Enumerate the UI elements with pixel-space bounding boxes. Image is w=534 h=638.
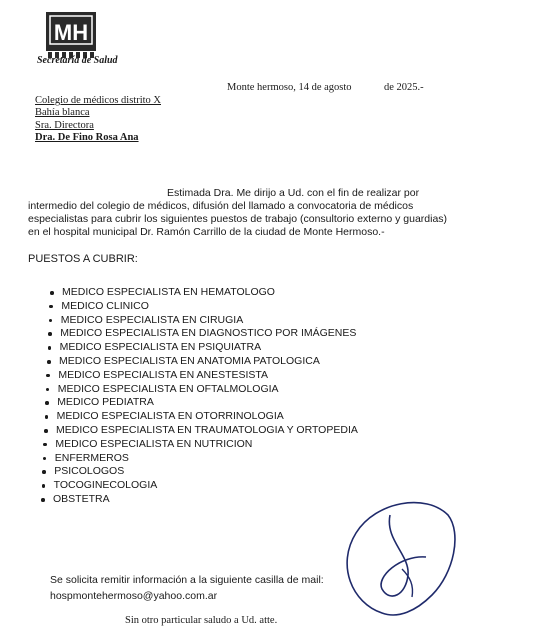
bullet-icon bbox=[49, 305, 53, 309]
position-item bbox=[61, 300, 149, 312]
body-line: intermedio del colegio de médicos, difusión del llamado a convocatoria de médicos bbox=[28, 200, 414, 212]
addressee-line: Dra. De Fino Rosa Ana bbox=[35, 132, 139, 143]
bullet-icon bbox=[42, 484, 46, 488]
bullet-icon bbox=[45, 401, 49, 405]
bullet-icon bbox=[43, 443, 47, 447]
position-label: TOCOGINECOLOGIA bbox=[53, 479, 158, 492]
bullet-icon bbox=[49, 319, 53, 323]
position-item bbox=[57, 396, 154, 408]
handwritten-signature bbox=[330, 485, 460, 625]
mail-address: hospmontehermoso@yahoo.com.ar bbox=[50, 590, 218, 602]
position-item bbox=[55, 438, 252, 450]
date-year: de 2025.- bbox=[384, 82, 424, 93]
bullet-icon bbox=[45, 415, 49, 419]
position-label: OBSTETRA bbox=[53, 493, 110, 505]
position-item bbox=[58, 383, 279, 395]
bullet-icon bbox=[43, 457, 47, 461]
position-item bbox=[62, 286, 275, 298]
position-label: MEDICO ESPECIALISTA EN ANATOMIA PATOLOGICA bbox=[59, 355, 320, 367]
addressee-line: Colegio de médicos distrito X bbox=[35, 95, 161, 106]
position-label: PSICOLOGOS bbox=[54, 465, 125, 478]
position-item bbox=[55, 452, 129, 464]
position-label: MEDICO ESPECIALISTA EN NUTRICION bbox=[55, 437, 253, 450]
logo-text: MH bbox=[53, 20, 89, 45]
bullet-icon bbox=[41, 498, 45, 502]
mail-request-text: Se solicita remitir información a la siguiente casilla de mail: bbox=[50, 574, 324, 586]
positions-heading: PUESTOS A CUBRIR: bbox=[28, 253, 138, 265]
position-label: MEDICO ESPECIALISTA EN OFTALMOLOGIA bbox=[57, 382, 279, 395]
position-label: MEDICO ESPECIALISTA EN HEMATOLOGO bbox=[62, 286, 275, 298]
position-label: MEDICO ESPECIALISTA EN DIAGNOSTICO POR IMÁGENES bbox=[60, 327, 357, 340]
position-label: MEDICO ESPECIALISTA EN ANESTESISTA bbox=[58, 368, 269, 381]
position-item bbox=[59, 355, 320, 367]
position-item bbox=[60, 341, 262, 353]
position-item bbox=[60, 327, 356, 339]
bullet-icon bbox=[42, 470, 46, 474]
body-line: Estimada Dra. Me dirijo a Ud. con el fin de realizar por bbox=[167, 187, 420, 199]
bullet-icon bbox=[48, 346, 52, 350]
body-line: en el hospital municipal Dr. Ramón Carrillo de la ciudad de Monte Hermoso.- bbox=[28, 226, 385, 238]
position-label: MEDICO ESPECIALISTA EN PSIQUIATRA bbox=[59, 341, 262, 354]
position-item bbox=[57, 410, 284, 422]
bullet-icon bbox=[48, 332, 52, 336]
position-label: MEDICO PEDIATRA bbox=[57, 396, 154, 409]
date-line: Monte hermoso, 14 de agosto bbox=[227, 82, 352, 93]
body-line: especialistas para cubrir los siguientes puestos de trabajo (consultorio externo y guardias) bbox=[28, 213, 448, 225]
bullet-icon bbox=[47, 360, 51, 364]
position-item bbox=[61, 314, 243, 326]
bullet-icon bbox=[46, 388, 50, 392]
bullet-icon bbox=[50, 291, 54, 295]
position-item bbox=[54, 479, 158, 491]
position-item bbox=[56, 424, 358, 436]
org-name: Secretaría de Salud bbox=[37, 55, 118, 66]
addressee-line: Sra. Directora bbox=[35, 120, 94, 131]
position-label: MEDICO CLINICO bbox=[61, 299, 149, 312]
bullet-icon bbox=[44, 429, 48, 433]
position-label: MEDICO ESPECIALISTA EN CIRUGIA bbox=[60, 313, 244, 326]
position-label: MEDICO ESPECIALISTA EN TRAUMATOLOGIA Y ORTOPEDIA bbox=[56, 424, 358, 436]
position-item bbox=[53, 493, 110, 505]
addressee-line: Bahía blanca bbox=[35, 107, 90, 118]
bullet-icon bbox=[46, 374, 50, 378]
position-label: ENFERMEROS bbox=[54, 451, 129, 464]
position-item bbox=[54, 465, 124, 477]
position-item bbox=[58, 369, 268, 381]
position-label: MEDICO ESPECIALISTA EN OTORRINOLOGIA bbox=[56, 410, 284, 423]
closing-text: Sin otro particular saludo a Ud. atte. bbox=[125, 615, 278, 626]
municipality-logo bbox=[44, 8, 98, 60]
